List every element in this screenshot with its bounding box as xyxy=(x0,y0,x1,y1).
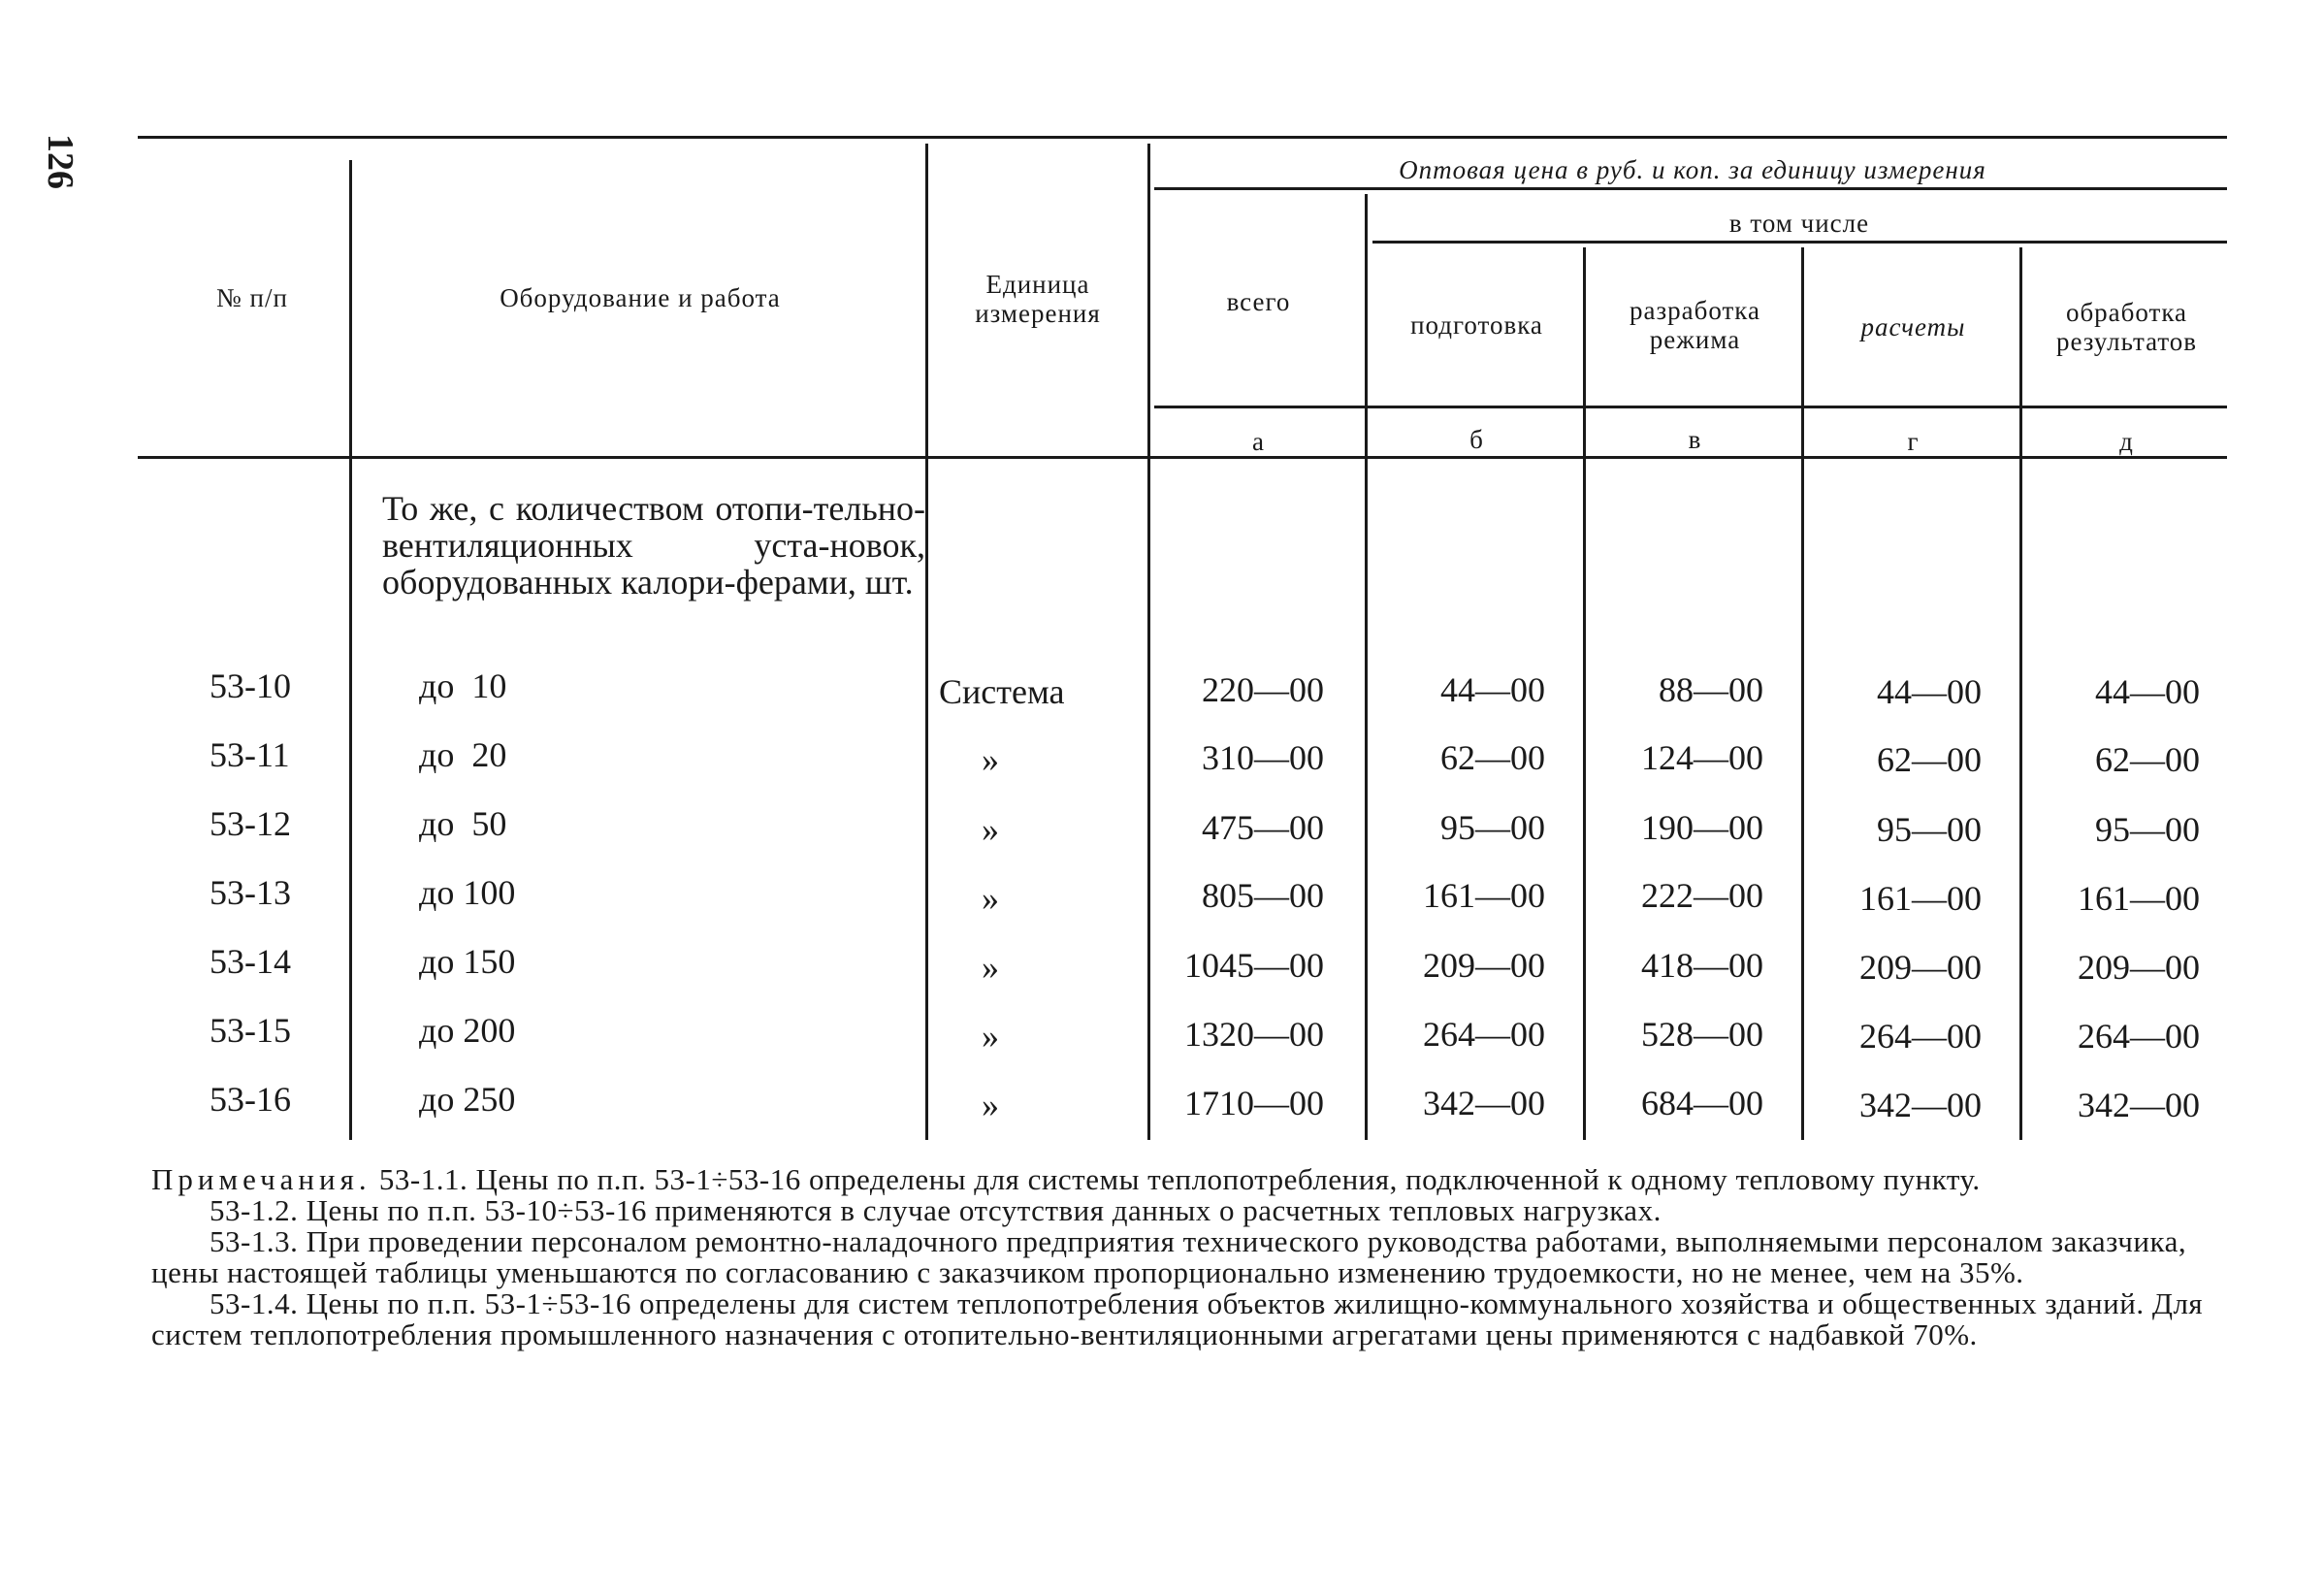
row-id: 53-12 xyxy=(210,804,291,843)
row-work: до 200 xyxy=(419,1011,516,1050)
row-prep: 95—00 xyxy=(1440,808,1545,847)
page-number: 126 xyxy=(40,134,81,189)
letter-b: б xyxy=(1469,425,1484,454)
row-prep: 161—00 xyxy=(1423,876,1545,915)
letter-g: г xyxy=(1907,427,1920,456)
row-unit: » xyxy=(982,948,999,987)
header-num: № п/п xyxy=(216,283,288,312)
row-calc: 62—00 xyxy=(1877,740,1982,779)
row-unit: » xyxy=(982,1086,999,1124)
row-calc: 44—00 xyxy=(1877,672,1982,711)
header-results: обработка результатов xyxy=(2055,298,2198,356)
row-total: 1320—00 xyxy=(1184,1015,1324,1054)
header-bottom-rule xyxy=(138,456,2227,459)
letter-d: д xyxy=(2119,427,2134,456)
notes xyxy=(151,1164,2227,1350)
letter-v: в xyxy=(1688,425,1702,454)
row-results: 209—00 xyxy=(2078,948,2200,987)
col-divider-1 xyxy=(349,160,352,1140)
row-total: 1710—00 xyxy=(1184,1084,1324,1122)
letters-rule xyxy=(1154,406,2227,408)
row-id: 53-11 xyxy=(210,735,290,774)
header-unit: Единица измерения xyxy=(975,270,1101,328)
header-total: всего xyxy=(1226,287,1291,316)
table-top-rule xyxy=(138,136,2227,139)
row-id: 53-10 xyxy=(210,666,291,705)
col-divider-6 xyxy=(1801,247,1804,1140)
row-prep: 342—00 xyxy=(1423,1084,1545,1122)
note-1 xyxy=(151,1164,2227,1195)
row-unit: Система xyxy=(939,672,1065,711)
row-results: 44—00 xyxy=(2095,672,2200,711)
row-id: 53-16 xyxy=(210,1080,291,1119)
notes-heading: Примечания. xyxy=(151,1162,371,1196)
row-results: 342—00 xyxy=(2078,1086,2200,1124)
row-calc: 342—00 xyxy=(1859,1086,1982,1124)
row-work: до 20 xyxy=(419,735,507,774)
row-results: 62—00 xyxy=(2095,740,2200,779)
row-prep: 62—00 xyxy=(1440,738,1545,777)
row-id: 53-13 xyxy=(210,873,291,912)
col-divider-5 xyxy=(1583,247,1586,1140)
note-4: 53-1.4. Цены по п.п. 53-1÷53-16 определены для систем теплопотребления объектов жилищно-коммунального хозяйства и общественных зданий. Для систем теплопотребления промышленного назначения с отопительно-вентиляционными агрегатами цены применяются с надбавкой 70%. xyxy=(151,1286,2204,1351)
row-unit: » xyxy=(982,740,999,779)
row-mode: 222—00 xyxy=(1641,876,1763,915)
row-work: до 250 xyxy=(419,1080,516,1119)
row-mode: 418—00 xyxy=(1641,946,1763,985)
row-prep: 209—00 xyxy=(1423,946,1545,985)
row-total: 475—00 xyxy=(1202,808,1324,847)
row-mode: 528—00 xyxy=(1641,1015,1763,1054)
col-divider-2 xyxy=(925,144,928,1140)
row-work: до 150 xyxy=(419,942,516,981)
col-divider-3 xyxy=(1147,144,1150,1140)
row-unit: » xyxy=(982,1017,999,1056)
row-calc: 264—00 xyxy=(1859,1017,1982,1056)
row-calc: 161—00 xyxy=(1859,879,1982,918)
col-divider-7 xyxy=(2019,247,2022,1140)
note-3: 53-1.3. При проведении персоналом ремонтно-наладочного предприятия технического руководства работами, выполняемыми персоналом заказчика, цены настоящей таблицы уменьшаются по согласованию с заказчиком пропорционально изменению трудоемкости, но не менее, чем на 35%. xyxy=(151,1224,2187,1289)
row-calc: 95—00 xyxy=(1877,810,1982,849)
header-mode: разработка режима xyxy=(1629,296,1760,354)
row-total: 310—00 xyxy=(1202,738,1324,777)
header-prep: подготовка xyxy=(1410,310,1543,340)
row-work: до 10 xyxy=(419,666,507,705)
note-1-text: 53-1.1. Цены по п.п. 53-1÷53-16 определены для системы теплопотребления, подключенной к одному тепловому пункту. xyxy=(378,1162,1981,1196)
row-id: 53-15 xyxy=(210,1011,291,1050)
row-prep: 264—00 xyxy=(1423,1015,1545,1054)
row-calc: 209—00 xyxy=(1859,948,1982,987)
row-mode: 684—00 xyxy=(1641,1084,1763,1122)
row-mode: 124—00 xyxy=(1641,738,1763,777)
header-calc: расчеты xyxy=(1860,312,1966,341)
row-work: до 50 xyxy=(419,804,507,843)
row-id: 53-14 xyxy=(210,942,291,981)
header-equipment: Оборудование и работа xyxy=(500,283,781,312)
row-total: 805—00 xyxy=(1202,876,1324,915)
row-prep: 44—00 xyxy=(1440,670,1545,709)
row-total: 220—00 xyxy=(1202,670,1324,709)
letter-a: а xyxy=(1252,427,1265,456)
row-results: 264—00 xyxy=(2078,1017,2200,1056)
including-rule xyxy=(1372,241,2227,244)
row-work: до 100 xyxy=(419,873,516,912)
col-divider-4 xyxy=(1365,194,1368,1140)
row-results: 161—00 xyxy=(2078,879,2200,918)
row-total: 1045—00 xyxy=(1184,946,1324,985)
price-group-rule xyxy=(1154,187,2227,190)
header-price-group: Оптовая цена в руб. и коп. за единицу измерения xyxy=(1399,155,1986,184)
row-results: 95—00 xyxy=(2095,810,2200,849)
row-unit: » xyxy=(982,810,999,849)
row-mode: 88—00 xyxy=(1659,670,1763,709)
row-unit: » xyxy=(982,879,999,918)
row-description: То же, с количеством отопи-тельно-вентиляционных уста-новок, оборудованных калори-ферами, шт. xyxy=(382,489,925,601)
row-mode: 190—00 xyxy=(1641,808,1763,847)
note-2: 53-1.2. Цены по п.п. 53-10÷53-16 применяются в случае отсутствия данных о расчетных тепловых нагрузках. xyxy=(210,1193,1662,1227)
header-including: в том числе xyxy=(1728,209,1870,238)
